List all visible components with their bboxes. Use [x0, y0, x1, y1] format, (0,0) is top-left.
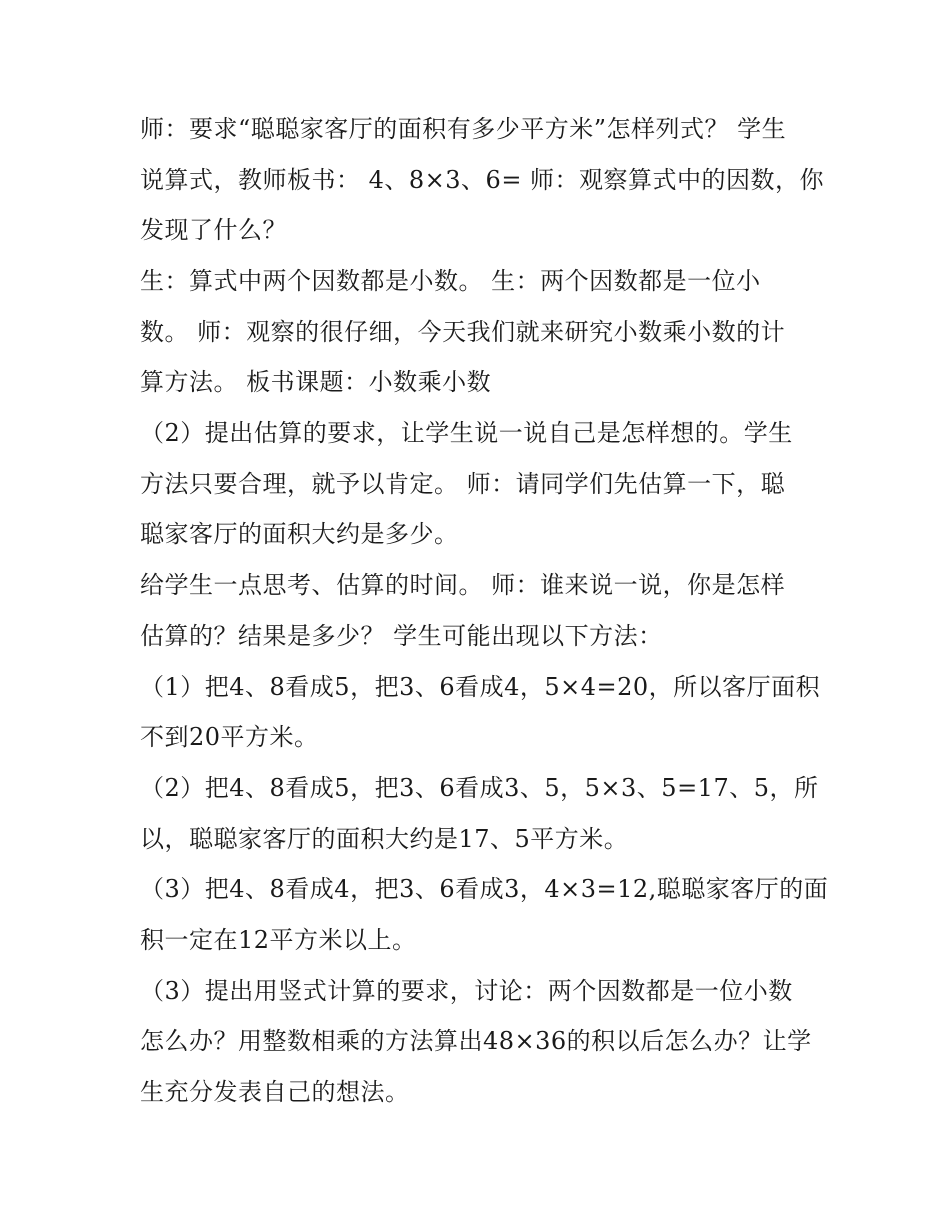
text-line: 怎么办？用整数相乘的方法算出48×36的积以后怎么办？让学 [140, 1027, 812, 1055]
text-line: 数。 师：观察的很仔细，今天我们就来研究小数乘小数的计 [140, 318, 786, 346]
text-line: （2）提出估算的要求，让学生说一说自己是怎样想的。学生 [140, 419, 793, 447]
text-line: 不到20平方米。 [140, 723, 319, 751]
text-line: （2）把4、8看成5，把3、6看成3、5，5×3、5=17、5，所 [140, 774, 819, 802]
text-line: 以，聪聪家客厅的面积大约是17、5平方米。 [140, 825, 629, 853]
text-line: 给学生一点思考、估算的时间。 师：谁来说一说，你是怎样 [140, 571, 786, 599]
text-line: 生：算式中两个因数都是小数。 生：两个因数都是一位小 [140, 267, 761, 295]
text-line: 聪家客厅的面积大约是多少。 [140, 520, 459, 548]
text-line: 师：要求“聪聪家客厅的面积有多少平方米”怎样列式？ 学生 [140, 115, 787, 143]
text-line: 说算式，教师板书： 4、8×3、6= 师：观察算式中的因数，你 [140, 166, 825, 194]
text-line: （1）把4、8看成5，把3、6看成4，5×4=20，所以客厅面积 [140, 673, 821, 701]
text-line: 算方法。 板书课题：小数乘小数 [140, 368, 492, 396]
text-line: （3）提出用竖式计算的要求，讨论：两个因数都是一位小数 [140, 977, 793, 1005]
text-line: （3）把4、8看成4，把3、6看成3，4×3=12,聪聪家客厅的面 [140, 875, 829, 903]
text-line: 积一定在12平方米以上。 [140, 926, 417, 954]
text-line: 估算的？结果是多少？ 学生可能出现以下方法： [140, 622, 663, 650]
text-line: 方法只要合理，就予以肯定。 师：请同学们先估算一下，聪 [140, 470, 786, 498]
text-line: 发现了什么？ [140, 216, 287, 244]
text-line: 生充分发表自己的想法。 [140, 1078, 410, 1106]
